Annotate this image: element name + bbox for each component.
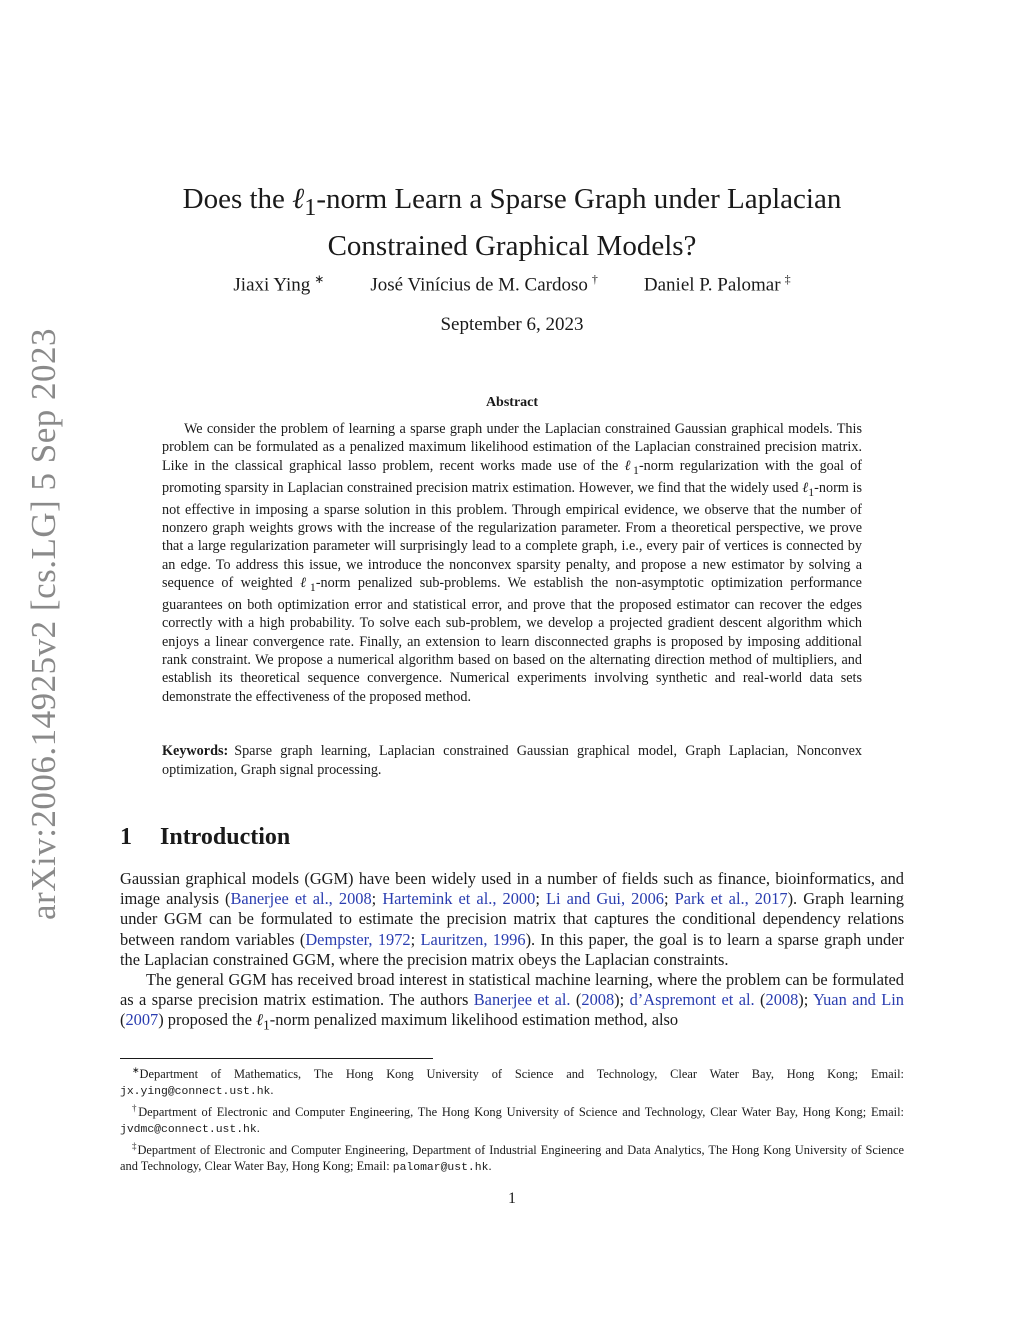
keywords <box>162 742 862 779</box>
footnote-email: jvdmc@connect.ust.hk <box>120 1124 257 1137</box>
footnote-3: ‡Department of Electronic and Computer Engineering, Department of Industrial Engineering and Data Analytics, The Hong Kong University of Science and Technology, Clear Water Bay, Hong Kong; Email: palomar@ust.hk. <box>120 1141 905 1175</box>
intro-paragraph-1: Gaussian graphical models (GGM) have been widely used in a number of fields such as finance, bioinformatics, and image analysis (Banerjee et al., 2008; Hartemink et al., 2000; Li and Gui, 2006; Park et al., 2017). Graph learning under GGM can be formulated to estimate the precision matrix that captures the conditional dependency relations between random variables (Dempster, 1972; Lauritzen, 1996). In this paper, the goal is to learn a sparse graph under the Laplacian constrained GGM, where the precision matrix obeys the Laplacian constraints. <box>120 869 904 969</box>
page-number: 1 <box>508 1190 516 1207</box>
citation-link[interactable]: Banerjee et al., 2008 <box>230 889 372 909</box>
footnote-email: jx.ying@connect.ust.hk <box>120 1086 271 1099</box>
author-2: José Vinícius de M. Cardoso † <box>370 272 598 296</box>
paper-title: Does the ℓ$_1$-norm Learn a Sparse Graph under Laplacian Constrained Graphical Models? <box>182 183 842 262</box>
section-heading-introduction: 1 Introduction <box>120 824 291 850</box>
citation-link[interactable]: 2007 <box>125 1010 159 1030</box>
author-list <box>120 272 904 296</box>
footnote-email: palomar@ust.hk <box>392 1162 489 1175</box>
citation-link[interactable]: Banerjee et al. <box>473 990 571 1010</box>
abstract-heading: Abstract <box>485 395 539 410</box>
keywords-text: Sparse graph learning, Laplacian constrained Gaussian graphical model, Graph Laplacian, Nonconvex optimization, Graph signal processing. <box>162 743 862 778</box>
citation-link[interactable]: Lauritzen, 1996 <box>420 929 526 949</box>
citation-link[interactable]: Dempster, 1972 <box>305 929 411 949</box>
abstract-text: We consider the problem of learning a sparse graph under the Laplacian constrained Gaussian graphical models. This problem can be formulated as a penalized maximum likelihood estimation of the Laplacian constrained precision matrix. Like in the classical graphical lasso problem, recent works made use of the ℓ$_1$-norm regularization with the goal of promoting sparsity in Laplacian constrained precision matrix estimation. However, we find that the widely used ℓ$_1$-norm is not effective in imposing a sparse solution in this problem. Through empirical evidence, we observe that the number of nonzero graph weights grows with the increase of the regularization parameter. From a theoretical perspective, we prove that a large regularization parameter will surprisingly lead to a complete graph, i.e., every pair of vertices is connected by an edge. To address this issue, we introduce the nonconvex sparsity penalty, and propose a new estimator by solving a sequence of weighted ℓ$_1$-norm penalized sub-problems. We establish the non-asymptotic optimization performance guarantees on both optimization error and statistical error, and prove that the proposed estimator can recover the edges correctly with a high probability. To solve each sub-problem, we develop a projected gradient descent algorithm which enjoys a linear convergence rate. Finally, an extension to learn disconnected graphs is proposed by imposing additional rank constraint. We propose a numerical algorithm based on based on the alternating direction method of multipliers, and establish its theoretical sequence convergence. Numerical experiments involving synthetic and real-world data sets demonstrate the effectiveness of the proposed method. <box>162 421 862 705</box>
citation-link[interactable]: 2008 <box>765 990 799 1010</box>
author-3: Daniel P. Palomar ‡ <box>643 272 791 296</box>
citation-link[interactable]: Li and Gui, 2006 <box>545 889 664 909</box>
footnote-divider <box>120 1058 433 1059</box>
citation-link[interactable]: Park et al., 2017 <box>674 889 788 909</box>
introduction-body <box>120 869 904 1036</box>
keywords-label: Keywords: <box>162 743 229 759</box>
footnote-2: †Department of Electronic and Computer Engineering, The Hong Kong University of Science and Technology, Clear Water Bay, Hong Kong; Email: jvdmc@connect.ust.hk. <box>120 1103 905 1137</box>
citation-link[interactable]: d’Aspremont et al. <box>629 990 755 1010</box>
intro-paragraph-2: The general GGM has received broad interest in statistical machine learning, where the problem can be formulated as a sparse precision matrix estimation. The authors Banerjee et al. (2008); d’Aspremont et al. (2008); Yuan and Lin (2007) proposed the ℓ$_1$-norm penalized maximum likelihood estimation method, also <box>120 970 904 1033</box>
author-1: Jiaxi Ying ∗ <box>233 272 325 296</box>
citation-link[interactable]: Hartemink et al., 2000 <box>382 889 536 909</box>
citation-link[interactable]: 2008 <box>581 990 615 1010</box>
arxiv-identifier-stamp: arXiv:2006.14925v2 [cs.LG] 5 Sep 2023 <box>24 327 63 920</box>
footnote-1: ∗Department of Mathematics, The Hong Kong University of Science and Technology, Clear Water Bay, Hong Kong; Email: jx.ying@connect.ust.hk. <box>120 1065 904 1099</box>
publication-date: September 6, 2023 <box>440 314 584 335</box>
citation-link[interactable]: Yuan and Lin <box>813 990 904 1010</box>
footnotes <box>120 1062 904 1176</box>
